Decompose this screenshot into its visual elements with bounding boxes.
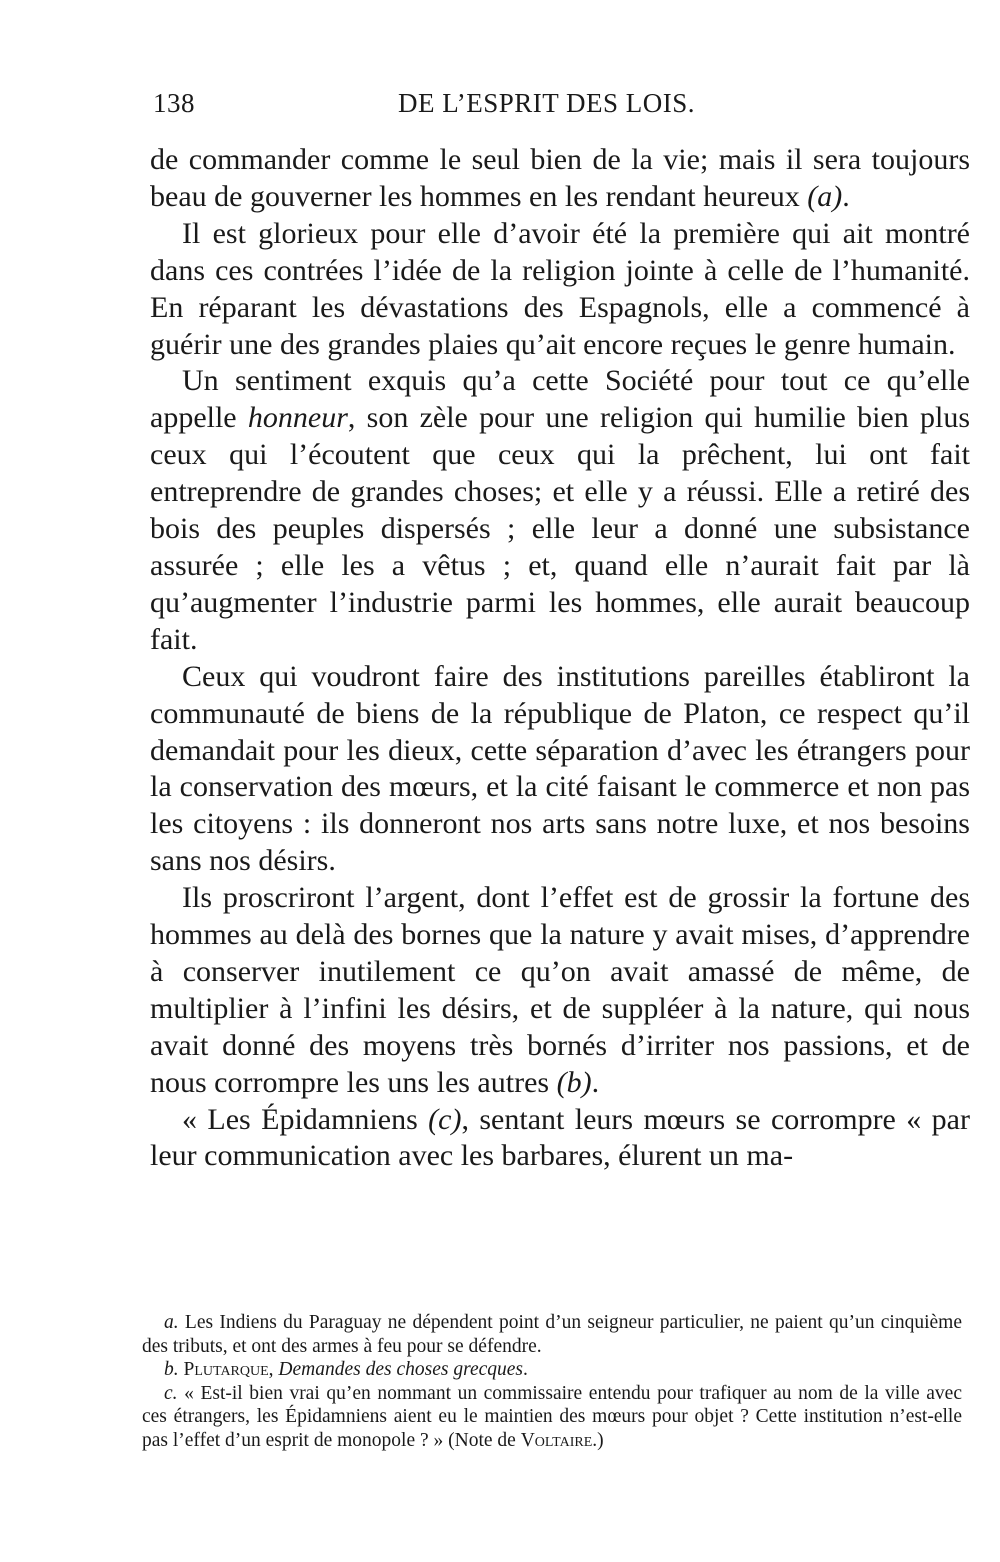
paragraph-5: Ils proscriront l’argent, dont l’effet est de grossir la fortune des hommes au delà des bornes que la nature y avait mises, d’apprendre à conserver inutilement ce qu’on avait amassé de même, de multiplier à l’infini les désirs, et de suppléer à la nature, qui nous avait donné des moyens très bornés d’irriter nos passions, et de nous corrompre les uns les autres (b). [150, 881, 970, 1099]
footnote-ref-a: (a) [807, 179, 843, 213]
footnote-c: c. « Est-il bien vrai qu’en nommant un commissaire entendu pour trafiquer au nom de la ville avec ces étrangers, les Épidamniens aient eu le maintien des mœurs pour objet ? Cette institution n’est-elle pas l’effet d’un esprit de monopole ? » (Note de Voltaire.) [142, 1382, 962, 1451]
page-header [153, 88, 723, 128]
paragraph-4: Ceux qui voudront faire des institutions pareilles établiront la communauté de biens de la république de Platon, ce respect qu’il demandait pour les dieux, cette séparation d’avec les étrangers pour la conservation des mœurs, et la cité faisant le commerce et non pas les citoyens : ils donneront nos arts sans notre luxe, et nos besoins sans nos désirs. [150, 659, 970, 878]
main-text [150, 142, 970, 1175]
footnote-ref-b: (b) [556, 1065, 592, 1099]
paragraph-2: Il est glorieux pour elle d’avoir été la première qui ait montré dans ces contrées l’idée de la religion jointe à celle de l’humanité. En réparant les dévastations des Espagnols, elle a commencé à guérir une des grandes plaies qu’ait encore reçues le genre humain. [150, 216, 970, 361]
page-number: 138 [153, 88, 195, 118]
italic-term: honneur [247, 401, 348, 435]
footnotes [142, 1311, 962, 1453]
footnote-c-author: Voltaire [520, 1429, 593, 1451]
footnote-b-author: Plutarque [183, 1359, 269, 1381]
paragraph-1: de commander comme le seul bien de la vie; mais il sera toujours beau de gouverner les hommes en les rendant heureux (a). [150, 143, 970, 213]
footnote-ref-c: (c) [428, 1102, 462, 1136]
running-title: DE L’ESPRIT DES LOIS. [398, 88, 696, 118]
paragraph-6: « Les Épidamniens (c), sentant leurs mœurs se corrompre « par leur communication avec les barbares, élurent un ma- [150, 1102, 970, 1173]
footnote-a: a. Les Indiens du Paraguay ne dépendent point d’un seigneur particulier, ne paient qu’un cinquième des tributs, et ont des armes à feu pour se défendre. [142, 1312, 962, 1357]
paragraph-3: Un sentiment exquis qu’a cette Société pour tout ce qu’elle appelle honneur, son zèle pour une religion qui humilie bien plus ceux qui l’écoutent que ceux qui la prêchent, lui ont fait entreprendre de grandes choses; et elle y a réussi. Elle a retiré des bois des peuples dispersés ; elle leur a donné une subsistance assurée ; elle les a vêtus ; et, quand elle n’aurait fait par là qu’augmenter l’industrie parmi les hommes, elle aurait beaucoup fait. [150, 364, 970, 656]
footnote-b: b. Plutarque, Demandes des choses grecques. [164, 1359, 528, 1381]
footnote-b-title: Demandes des choses grecques [278, 1359, 524, 1381]
